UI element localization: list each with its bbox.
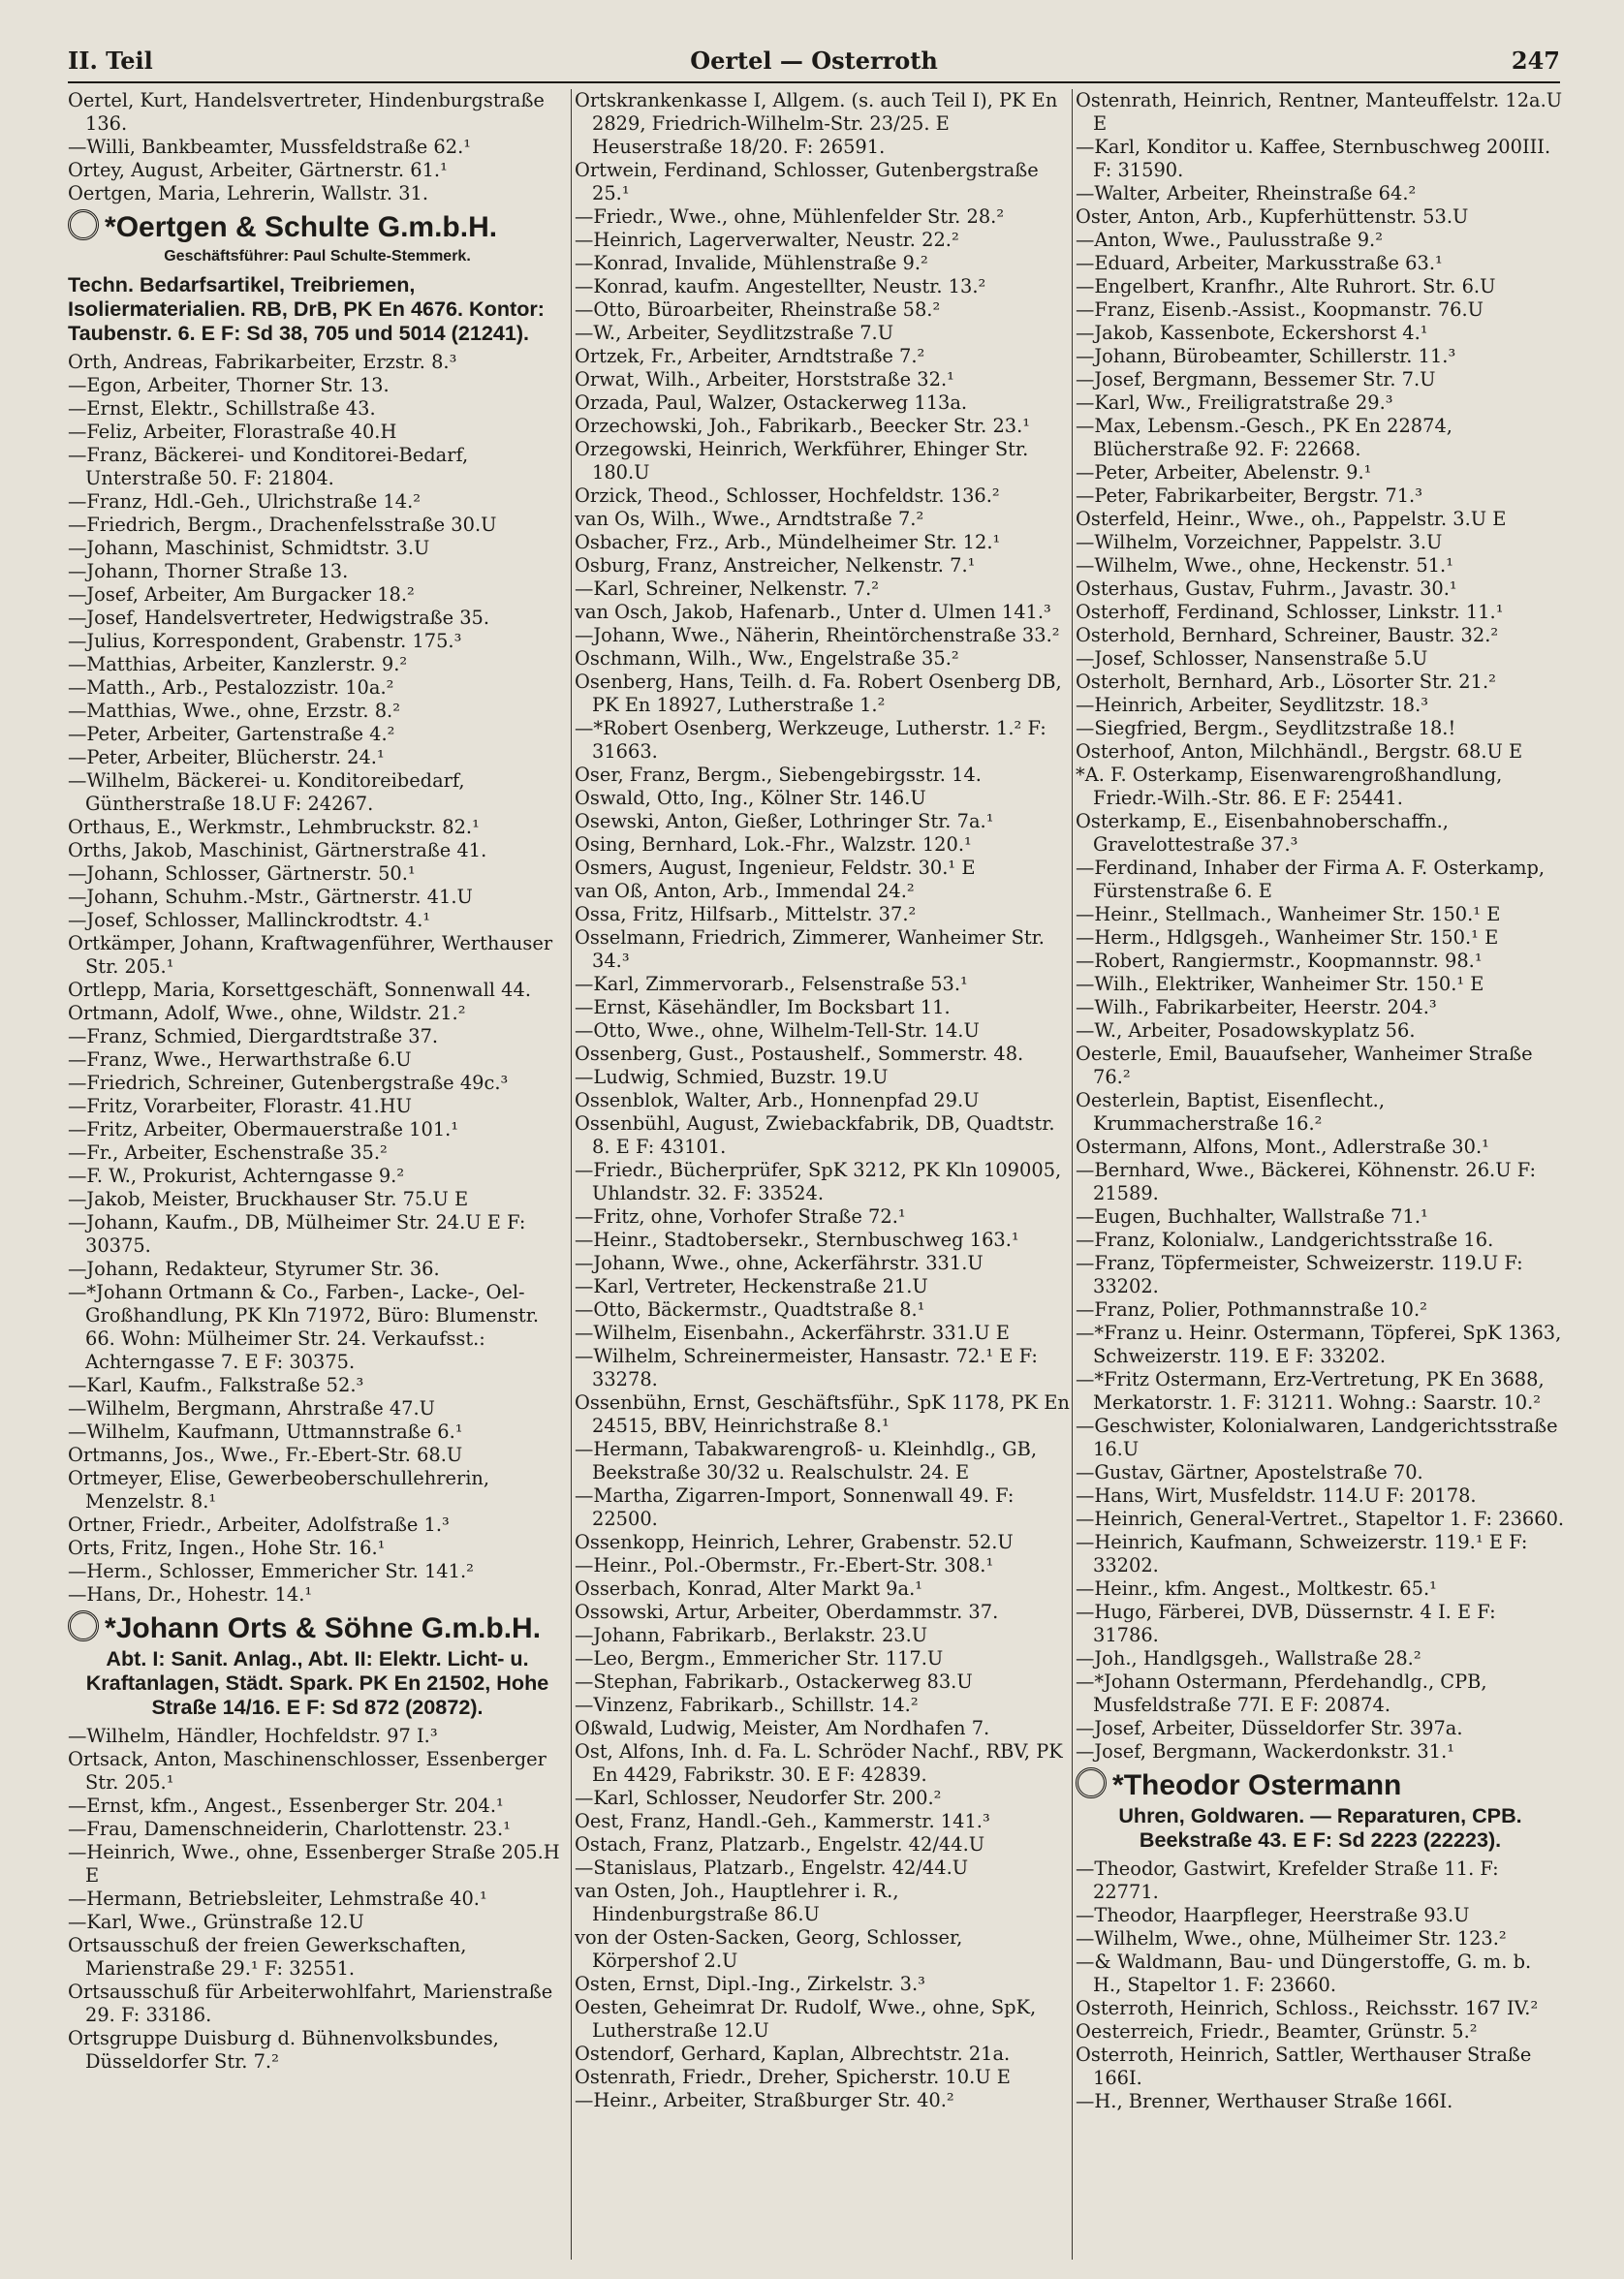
directory-entry: —Otto, Büroarbeiter, Rheinstraße 58.² [575,298,941,321]
directory-entry: Ostermann, Alfons, Mont., Adlerstraße 30.¹ [1076,1136,1489,1158]
directory-entry: —Wilhelm, Bäckerei- u. Konditoreibedarf, Güntherstraße 18.U F: 24267. [68,769,465,815]
directory-entry: —Siegfried, Bergm., Seydlitzstraße 18.! [1076,717,1456,739]
directory-entry: —Jakob, Kassenbote, Eckershorst 4.¹ [1076,322,1428,344]
column-2 [575,89,1071,2260]
directory-entry: —Otto, Wwe., ohne, Wilhelm-Tell-Str. 14.U [575,1019,980,1042]
directory-entry: Ossenberg, Gust., Postaushelf., Sommerstr. 48. [575,1043,1024,1065]
column-divider [571,89,572,2260]
directory-entry: —Stanislaus, Platzarb., Engelstr. 42/44.U [575,1857,969,1879]
column-3 [1076,89,1565,2260]
ad-firm-name: Oertgen & Schulte G.m.b.H. [115,211,498,243]
directory-entry: —Josef, Arbeiter, Am Burgacker 18.² [68,583,415,606]
directory-entry: Osterfeld, Heinr., Wwe., oh., Pappelstr. 3.U E [1076,508,1507,530]
directory-entry: —Johann, Kaufm., DB, Mülheimer Str. 24.U E F: 30375. [68,1211,526,1257]
directory-entry: —Karl, Kaufm., Falkstraße 52.³ [68,1374,364,1396]
running-title: Oertel — Osterroth [690,47,938,75]
directory-entry: Oesten, Geheimrat Dr. Rudolf, Wwe., ohne, SpK, Lutherstraße 12.U [575,1996,1037,2042]
directory-entry: van Osch, Jakob, Hafenarb., Unter d. Ulmen 141.³ [575,601,1051,623]
ad-body-text: Techn. Bedarfsartikel, Treibriemen, Isoliermaterialien. RB, DrB, PK En 4676. Kontor: Taubenstr. 6. E F: Sd 38, 705 und 5014 (21241). [68,272,545,345]
ad-firm-name: Theodor Ostermann [1123,1769,1402,1801]
directory-entry: Ostenrath, Heinrich, Rentner, Manteuffelstr. 12a.U E [1076,89,1563,135]
directory-entry: —Peter, Arbeiter, Blücherstr. 24.¹ [68,746,385,768]
directory-entry: —Johann, Maschinist, Schmidtstr. 3.U [68,537,430,559]
directory-entry: —Matthias, Wwe., ohne, Erzstr. 8.² [68,700,400,722]
directory-entry: —Herm., Schlosser, Emmericher Str. 141.² [68,1560,474,1582]
directory-entry: —Josef, Bergmann, Bessemer Str. 7.U [1076,368,1436,390]
directory-entry: —Feliz, Arbeiter, Florastraße 40.H [68,421,397,443]
directory-entry: —Franz, Kolonialw., Landgerichtsstraße 16. [1076,1229,1494,1251]
directory-entry: Osterholt, Bernhard, Arb., Lösorter Str. 21.² [1076,671,1496,693]
directory-entry: —Fritz, Arbeiter, Obermauerstraße 101.¹ [68,1118,459,1140]
directory-entry: —Matth., Arb., Pestalozzistr. 10a.² [68,676,394,699]
directory-entry: —Heinr., Pol.-Obermstr., Fr.-Ebert-Str. 308.¹ [575,1554,994,1577]
directory-entry: —Anton, Wwe., Paulusstraße 9.² [1076,229,1383,251]
directory-entry: —Wilh., Elektriker, Wanheimer Str. 150.¹ E [1076,973,1484,995]
directory-entry: —Hans, Dr., Hohestr. 14.¹ [68,1583,313,1606]
directory-entry: —Eduard, Arbeiter, Markusstraße 63.¹ [1076,252,1443,274]
directory-entry: —Karl, Zimmervorarb., Felsenstraße 53.¹ [575,973,968,995]
directory-entry: —Friedr., Wwe., ohne, Mühlenfelder Str. 28.² [575,205,1005,228]
directory-entry: —F. W., Prokurist, Achterngasse 9.² [68,1165,405,1187]
directory-entry: —Fritz, Vorarbeiter, Florastr. 41.HU [68,1095,412,1117]
directory-entry: Orths, Jakob, Maschinist, Gärtnerstraße 41. [68,839,487,861]
directory-entry: van Oß, Anton, Arb., Immendal 24.² [575,880,915,902]
directory-entry: —Franz, Eisenb.-Assist., Koopmanstr. 76.U [1076,298,1483,321]
directory-entry: Ortkämper, Johann, Kraftwagenführer, Werthauser Str. 205.¹ [68,932,553,978]
directory-entry: —Wilh., Fabrikarbeiter, Heerstr. 204.³ [1076,996,1437,1018]
directory-entry: Oßwald, Ludwig, Meister, Am Nordhafen 7. [575,1717,990,1739]
directory-entry: —Ferdinand, Inhaber der Firma A. F. Osterkamp, Fürstenstraße 6. E [1076,857,1546,902]
directory-entry: Orth, Andreas, Fabrikarbeiter, Erzstr. 8.³ [68,351,457,373]
directory-entry: —Wilhelm, Vorzeichner, Pappelstr. 3.U [1076,531,1443,553]
directory-entry: —*Johann Ortmann & Co., Farben-, Lacke-, Oel-Großhandlung, PK Kln 71972, Büro: Blumenstr. 66. Wohn: Mülheimer Str. 24. Verkaufsst.: Achterngasse 7. E F: 30375. [68,1281,540,1373]
directory-entry: Ostenrath, Friedr., Dreher, Spicherstr. 10.U E [575,2066,1011,2088]
directory-entry: —Friedr., Bücherprüfer, SpK 3212, PK Kln 109005, Uhlandstr. 32. F: 33524. [575,1159,1062,1204]
directory-entry: Ortsgruppe Duisburg d. Bühnenvolksbundes, Düsseldorfer Str. 7.² [68,2027,499,2073]
directory-entry: Ortlepp, Maria, Korsettgeschäft, Sonnenwall 44. [68,979,531,1001]
directory-entry: —Wilhelm, Schreinermeister, Hansastr. 72.¹ E F: 33278. [575,1345,1038,1390]
directory-entry: —Fr., Arbeiter, Eschenstraße 35.² [68,1141,388,1164]
directory-entry: —*Johann Ostermann, Pferdehandlg., CPB, Musfeldstraße 77I. E F: 20874. [1076,1670,1487,1716]
header-rule [68,81,1560,83]
directory-entry: —Johann, Bürobeamter, Schillerstr. 11.³ [1076,345,1456,367]
directory-entry: —Ernst, Käsehändler, Im Bocksbart 11. [575,996,951,1018]
directory-entry: —Robert, Rangiermstr., Koopmannstr. 98.¹ [1076,950,1483,972]
directory-entry: Ossenblok, Walter, Arb., Honnenpfad 29.U [575,1089,980,1111]
directory-entry: —Jakob, Meister, Bruckhauser Str. 75.U E [68,1188,469,1210]
directory-entry: —Heinrich, Kaufmann, Schweizerstr. 119.¹ E F: 33202. [1076,1531,1528,1577]
directory-entry: —Peter, Fabrikarbeiter, Bergstr. 71.³ [1076,484,1422,507]
directory-entry: —Martha, Zigarren-Import, Sonnenwall 49. F: 22500. [575,1484,1015,1530]
directory-entry: Osterhoof, Anton, Milchhändl., Bergstr. 68.U E [1076,740,1523,763]
directory-entry: —Fritz, ohne, Vorhofer Straße 72.¹ [575,1205,906,1228]
directory-entry: Orwat, Wilh., Arbeiter, Horststraße 32.¹ [575,368,954,390]
directory-entry: Oertel, Kurt, Handelsvertreter, Hindenburgstraße 136. [68,89,545,135]
advertisement-oertgen-schulte: *Oertgen & Schulte G.m.b.H. Geschäftsführer: Paul Schulte-Stemmerk. Techn. Bedarfsartikel, Treibriemen, Isoliermaterialien. RB, DrB, PK En 4676. Kontor: Taubenstr. 6. E F: Sd 38, 705 und 5014 (21241). [68,209,567,345]
directory-entry: —Johann, Redakteur, Styrumer Str. 36. [68,1258,440,1280]
directory-entry: —Karl, Schlosser, Neudorfer Str. 200.² [575,1787,942,1809]
directory-entry: —Josef, Arbeiter, Düsseldorfer Str. 397a. [1076,1717,1463,1739]
directory-entry: —Engelbert, Kranfhr., Alte Ruhrort. Str. 6.U [1076,275,1496,297]
directory-entry: Orthaus, E., Werkmstr., Lehmbruckstr. 82.¹ [68,816,480,838]
directory-entry: —Josef, Schlosser, Mallinckrodtstr. 4.¹ [68,909,431,931]
directory-entry: —Ernst, kfm., Angest., Essenberger Str. 204.¹ [68,1795,504,1817]
directory-entry: —Wilhelm, Kaufmann, Uttmannstraße 6.¹ [68,1420,463,1443]
column-divider [1072,89,1073,2260]
directory-entry: —Franz, Töpfermeister, Schweizerstr. 119.U F: 33202. [1076,1252,1523,1297]
directory-entry: van Osten, Joh., Hauptlehrer i. R., Hindenburgstraße 86.U [575,1880,899,1925]
ad-firm-name: Johann Orts & Söhne G.m.b.H. [115,1612,542,1644]
directory-entry: —Egon, Arbeiter, Thorner Str. 13. [68,374,390,396]
directory-entry: —Joh., Handlgsgeh., Wallstraße 28.² [1076,1647,1421,1670]
directory-entry: —Frau, Damenschneiderin, Charlottenstr. 23.¹ [68,1818,511,1840]
directory-entry: —Wilhelm, Bergmann, Ahrstraße 47.U [68,1397,436,1420]
directory-entry: Ortzek, Fr., Arbeiter, Arndtstraße 7.² [575,345,925,367]
directory-entry: Ortmann, Adolf, Wwe., ohne, Wildstr. 21.² [68,1002,466,1024]
directory-entry: Osenberg, Hans, Teilh. d. Fa. Robert Osenberg DB, PK En 18927, Lutherstraße 1.² [575,671,1062,716]
directory-entry: —Herm., Hdlgsgeh., Wanheimer Str. 150.¹ E [1076,926,1499,949]
directory-entry: —Friedrich, Bergm., Drachenfelsstraße 30.U [68,514,497,536]
directory-entry: —*Franz u. Heinr. Ostermann, Töpferei, SpK 1363, Schweizerstr. 119. E F: 33202. [1076,1322,1562,1367]
directory-entry: —Peter, Arbeiter, Abelenstr. 9.¹ [1076,461,1372,484]
directory-entry: —Heinrich, Wwe., ohne, Essenberger Straße 205.H E [68,1841,560,1887]
directory-entry: Ortsausschuß der freien Gewerkschaften, Marienstraße 29.¹ F: 32551. [68,1934,467,1980]
directory-entry: Ortmeyer, Elise, Gewerbeoberschullehrerin, Menzelstr. 8.¹ [68,1467,490,1513]
advertisement-theodor-ostermann: *Theodor Ostermann Uhren, Goldwaren. — Reparaturen, CPB. Beekstraße 43. E F: Sd 2223 (22223). [1076,1767,1565,1852]
directory-entry: —Heinrich, General-Vertret., Stapeltor 1. F: 23660. [1076,1508,1565,1530]
directory-entry: Ortsausschuß für Arbeiterwohlfahrt, Marienstraße 29. F: 33186. [68,1981,553,2026]
directory-entry: Ossa, Fritz, Hilfsarb., Mittelstr. 37.² [575,903,917,925]
directory-entry: Oesterreich, Friedr., Beamter, Grünstr. 5.² [1076,2020,1478,2043]
directory-entry: —Konrad, kaufm. Angestellter, Neustr. 13.² [575,275,986,297]
directory-entry: —Johann, Wwe., Näherin, Rheintörchenstraße 33.² [575,624,1060,646]
directory-entry: —*Robert Osenberg, Werkzeuge, Lutherstr. 1.² F: 31663. [575,717,1046,763]
firm-emblem-icon [1076,1767,1107,1798]
directory-entry: —Franz, Polier, Pothmannstraße 10.² [1076,1298,1427,1321]
directory-entry: Ortmanns, Jos., Wwe., Fr.-Ebert-Str. 68.U [68,1444,463,1466]
directory-entry: Orts, Fritz, Ingen., Hohe Str. 16.¹ [68,1537,386,1559]
directory-entry: —Theodor, Haarpfleger, Heerstraße 93.U [1076,1904,1470,1926]
directory-entry: —Konrad, Invalide, Mühlenstraße 9.² [575,252,928,274]
directory-entry: Ortwein, Ferdinand, Schlosser, Gutenbergstraße 25.¹ [575,159,1039,204]
directory-entry: Osserbach, Konrad, Alter Markt 9a.¹ [575,1577,923,1600]
directory-entry: —Max, Lebensm.-Gesch., PK En 22874, Blücherstraße 92. F: 22668. [1076,415,1452,460]
directory-entry: —Franz, Wwe., Herwarthstraße 6.U [68,1048,412,1071]
directory-entry: —Wilhelm, Wwe., ohne, Mülheimer Str. 123.² [1076,1927,1507,1950]
directory-entry: Orzechowski, Joh., Fabrikarb., Beecker Str. 23.¹ [575,415,1031,437]
directory-entry: Oser, Franz, Bergm., Siebengebirgsstr. 14. [575,764,982,786]
page-number: 247 [1511,47,1560,75]
directory-entry: Oertgen, Maria, Lehrerin, Wallstr. 31. [68,182,429,204]
column-1 [68,89,567,2260]
directory-entry: Oswald, Otto, Ing., Kölner Str. 146.U [575,787,926,809]
directory-entry: Ossenkopp, Heinrich, Lehrer, Grabenstr. 52.U [575,1531,1014,1553]
page-header [68,47,1560,85]
directory-entry: —Johann, Schlosser, Gärtnerstr. 50.¹ [68,862,416,885]
directory-entry: —Stephan, Fabrikarb., Ostackerweg 83.U [575,1670,973,1693]
directory-entry: —H., Brenner, Werthauser Straße 166I. [1076,2090,1453,2112]
directory-entry: —Ernst, Elektr., Schillstraße 43. [68,397,376,420]
directory-entry: —Otto, Bäckermstr., Quadtstraße 8.¹ [575,1298,925,1321]
directory-entry: Orzegowski, Heinrich, Werkführer, Ehinger Str. 180.U [575,438,1029,484]
directory-entry: —Peter, Arbeiter, Gartenstraße 4.² [68,723,395,745]
directory-entry: Oest, Franz, Handl.-Geh., Kammerstr. 141.³ [575,1810,990,1832]
directory-entry: —Bernhard, Wwe., Bäckerei, Köhnenstr. 26.U F: 21589. [1076,1159,1537,1204]
directory-entry: Osewski, Anton, Gießer, Lothringer Str. 7a.¹ [575,810,994,832]
section-label: II. Teil [68,47,153,75]
directory-entry: Osten, Ernst, Dipl.-Ing., Zirkelstr. 3.³ [575,1973,925,1995]
directory-entry: van Os, Wilh., Wwe., Arndtstraße 7.² [575,508,924,530]
directory-entry: Oesterle, Emil, Bauaufseher, Wanheimer Straße 76.² [1076,1043,1533,1088]
directory-entry: —Karl, Ww., Freiligratstraße 29.³ [1076,391,1393,414]
directory-entry: —Eugen, Buchhalter, Wallstraße 71.¹ [1076,1205,1428,1228]
directory-entry: —Josef, Handelsvertreter, Hedwigstraße 35. [68,607,490,629]
directory-entry: Osterhold, Bernhard, Schreiner, Baustr. 32.² [1076,624,1499,646]
directory-entry: —Karl, Wwe., Grünstraße 12.U [68,1911,364,1933]
directory-entry: —Matthias, Arbeiter, Kanzlerstr. 9.² [68,653,408,675]
directory-entry: —Leo, Bergm., Emmericher Str. 117.U [575,1647,944,1670]
advertisement-johann-orts: *Johann Orts & Söhne G.m.b.H. Abt. I: Sanit. Anlag., Abt. II: Elektr. Licht- u. Kraftanlagen, Städt. Spark. PK En 21502, Hohe Straße 14/16. E F: Sd 872 (20872). [68,1610,567,1719]
directory-entry: —Willi, Bankbeamter, Mussfeldstraße 62.¹ [68,136,472,158]
directory-entry: Osterroth, Heinrich, Schloss., Reichsstr. 167 IV.² [1076,1997,1539,2019]
directory-entry: Ortskrankenkasse I, Allgem. (s. auch Teil I), PK En 2829, Friedrich-Wilhelm-Str. 23/25. E Heuserstraße 18/20. F: 26591. [575,89,1058,158]
directory-entry: Oschmann, Wilh., Ww., Engelstraße 35.² [575,647,959,670]
directory-entry: —Heinr., Stadtobersekr., Sternbuschweg 163.¹ [575,1229,1019,1251]
directory-entry: —Johann, Fabrikarb., Berlakstr. 23.U [575,1624,928,1646]
directory-entry: —Wilhelm, Händler, Hochfeldstr. 97 I.³ [68,1725,438,1747]
directory-entry: —Johann, Schuhm.-Mstr., Gärtnerstr. 41.U [68,886,473,908]
directory-entry: von der Osten-Sacken, Georg, Schlosser, Körpershof 2.U [575,1926,963,1972]
directory-entry: —Theodor, Gastwirt, Krefelder Straße 11. F: 22771. [1076,1858,1499,1903]
directory-entry: Ostach, Franz, Platzarb., Engelstr. 42/44.U [575,1833,985,1856]
directory-entry: —Vinzenz, Fabrikarb., Schillstr. 14.² [575,1694,919,1716]
directory-entry: —Walter, Arbeiter, Rheinstraße 64.² [1076,182,1417,204]
directory-entry: Osburg, Franz, Anstreicher, Nelkenstr. 7.¹ [575,554,976,577]
directory-entry: —Hermann, Betriebsleiter, Lehmstraße 40.¹ [68,1888,487,1910]
directory-entry: —Heinr., kfm. Angest., Moltkestr. 65.¹ [1076,1577,1437,1600]
directory-entry: Osterkamp, E., Eisenbahnoberschaffn., Gravelottestraße 37.³ [1076,810,1449,856]
directory-entry: Ost, Alfons, Inh. d. Fa. L. Schröder Nachf., RBV, PK En 4429, Fabrikstr. 30. E F: 42839. [575,1740,1063,1786]
directory-entry: Ossenbühn, Ernst, Geschäftsführ., SpK 1178, PK En 24515, BBV, Heinrichstraße 8.¹ [575,1391,1070,1437]
directory-entry: Ossenbühl, August, Zwiebackfabrik, DB, Quadtstr. 8. E F: 43101. [575,1112,1055,1158]
directory-entry: Ortner, Friedr., Arbeiter, Adolfstraße 1.³ [68,1514,450,1536]
directory-entry: —Heinr., Stellmach., Wanheimer Str. 150.¹ E [1076,903,1501,925]
directory-entry: —Heinr., Arbeiter, Straßburger Str. 40.² [575,2089,954,2111]
directory-entry: Osing, Bernhard, Lok.-Fhr., Walzstr. 120.¹ [575,833,972,856]
firm-emblem-icon [68,1610,99,1641]
directory-entry: Oesterlein, Baptist, Eisenflecht., Krummacherstraße 16.² [1076,1089,1385,1135]
directory-entry: —Karl, Schreiner, Nelkenstr. 7.² [575,578,880,600]
ad-body-text: Uhren, Goldwaren. — Reparaturen, CPB. Beekstraße 43. E F: Sd 2223 (22223). [1118,1803,1522,1852]
directory-entry: —Hugo, Färberei, DVB, Düssernstr. 4 I. E F: 31786. [1076,1601,1496,1646]
directory-entry: —Hans, Wirt, Musfeldstr. 114.U F: 20178. [1076,1484,1477,1507]
directory-entry: Osmers, August, Ingenieur, Feldstr. 30.¹ E [575,857,976,879]
ad-managing-director: Geschäftsführer: Paul Schulte-Stemmerk. [164,248,471,265]
directory-entry: Osterroth, Heinrich, Sattler, Werthauser Straße 166I. [1076,2044,1532,2089]
directory-entry: —Franz, Schmied, Diergardtstraße 37. [68,1025,439,1047]
directory-entry: —Julius, Korrespondent, Grabenstr. 175.³ [68,630,462,652]
directory-entry: Ortey, August, Arbeiter, Gärtnerstr. 61.¹ [68,159,448,181]
directory-entry: *A. F. Osterkamp, Eisenwarengroßhandlung, Friedr.-Wilh.-Str. 86. E F: 25441. [1076,764,1503,809]
directory-entry: —Heinrich, Lagerverwalter, Neustr. 22.² [575,229,959,251]
directory-entry: —Ludwig, Schmied, Buzstr. 19.U [575,1066,889,1088]
directory-entry: —Johann, Wwe., ohne, Ackerfährstr. 331.U [575,1252,984,1274]
directory-entry: —Hermann, Tabakwarengroß- u. Kleinhdlg., GB, Beekstraße 30/32 u. Realschulstr. 24. E [575,1438,1038,1483]
firm-emblem-icon [68,209,99,240]
directory-entry: —Josef, Schlosser, Nansenstraße 5.U [1076,647,1428,670]
directory-entry: Osselmann, Friedrich, Zimmerer, Wanheimer Str. 34.³ [575,926,1045,972]
directory-entry: Ossowski, Artur, Arbeiter, Oberdammstr. 37. [575,1601,999,1623]
ad-body-text: Abt. I: Sanit. Anlag., Abt. II: Elektr. Licht- u. Kraftanlagen, Städt. Spark. PK En 21502, Hohe Straße 14/16. E F: Sd 872 (20872). [85,1646,549,1719]
directory-entry: Osterhaus, Gustav, Fuhrm., Javastr. 30.¹ [1076,578,1457,600]
directory-entry: Ortsack, Anton, Maschinenschlosser, Essenberger Str. 205.¹ [68,1748,547,1794]
directory-entry: Osbacher, Frz., Arb., Mündelheimer Str. 12.¹ [575,531,1001,553]
directory-entry: —Karl, Konditor u. Kaffee, Sternbuschweg 200III. F: 31590. [1076,136,1551,181]
directory-entry: —W., Arbeiter, Seydlitzstraße 7.U [575,322,894,344]
directory-entry: —Heinrich, Arbeiter, Seydlitzstr. 18.³ [1076,694,1429,716]
directory-entry: —Johann, Thorner Straße 13. [68,560,349,582]
directory-entry: —Josef, Bergmann, Wackerdonkstr. 31.¹ [1076,1740,1455,1763]
directory-entry: —W., Arbeiter, Posadowskyplatz 56. [1076,1019,1416,1042]
directory-entry: Orzick, Theod., Schlosser, Hochfeldstr. 136.² [575,484,1000,507]
directory-entry: —Friedrich, Schreiner, Gutenbergstraße 49c.³ [68,1072,509,1094]
directory-entry: —Wilhelm, Eisenbahn., Ackerfährstr. 331.U E [575,1322,1010,1344]
directory-entry: Ostendorf, Gerhard, Kaplan, Albrechtstr. 21a. [575,2043,1011,2065]
directory-entry: Osterhoff, Ferdinand, Schlosser, Linkstr. 11.¹ [1076,601,1504,623]
directory-entry: —& Waldmann, Bau- und Düngerstoffe, G. m. b. H., Stapeltor 1. F: 23660. [1076,1951,1532,1996]
directory-entry: —Karl, Vertreter, Heckenstraße 21.U [575,1275,928,1297]
directory-entry: —*Fritz Ostermann, Erz-Vertretung, PK En 3688, Merkatorstr. 1. F: 31211. Wohng.: Saarstr. 10.² [1076,1368,1545,1414]
directory-entry: Oster, Anton, Arb., Kupferhüttenstr. 53.U [1076,205,1469,228]
directory-entry: —Geschwister, Kolonialwaren, Landgerichtsstraße 16.U [1076,1415,1558,1460]
directory-entry: —Franz, Hdl.-Geh., Ulrichstraße 14.² [68,490,422,513]
directory-entry: —Gustav, Gärtner, Apostelstraße 70. [1076,1461,1423,1483]
directory-entry: —Franz, Bäckerei- und Konditorei-Bedarf, Unterstraße 50. F: 21804. [68,444,469,489]
directory-entry: Orzada, Paul, Walzer, Ostackerweg 113a. [575,391,968,414]
directory-entry: —Wilhelm, Wwe., ohne, Heckenstr. 51.¹ [1076,554,1453,577]
